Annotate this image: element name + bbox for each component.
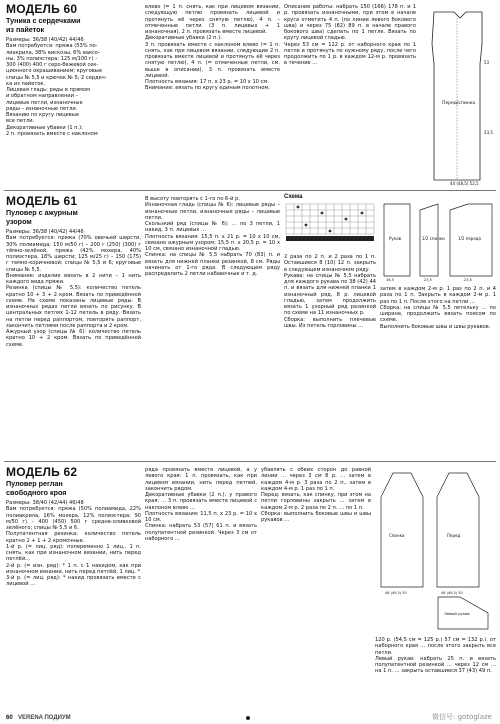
svg-text:44 (48,5) 52,5: 44 (48,5) 52,5 [450, 181, 479, 186]
page-number: 60 [6, 715, 13, 721]
section-divider [4, 461, 496, 462]
text-column-3: Описание работы: набрать 150 (166) 178 п. и 1 р. провязать изнаночными, при этом в начале круга отметить 4 п. (по линии левого бокового шва) и через 75 (82) 89 п. в начале правого бокового шва) сделать по 1 петле. Вязать по кругу лицевой гладью. Через 53 см = 122 р. от наборного края по 1 петле и протянуть по нужному ряду, после чего продолжить по 1 р. в каждом 12-м р. провязать в течение … [284, 4, 416, 67]
model-61-section [0, 192, 500, 460]
diagram-label: Рукав [389, 236, 402, 241]
model-title: Туника с сердечками из пайеток [6, 16, 81, 34]
text-column-1: Размеры: 36/38 (40/42) 44/46 Вам потребуется: пряжа (53% по- лиакрила, 38% вискозы, 6% ваксо- ны, 3% полиэстера; 125 м/100 г) - 300 (400) 400 г серо-бежевой сек- ционного окрашиванием; круговые спицы № 5,5 и крючок № 5; 2 сердеч- ка из пайеток. Лицевая гладь: ряды в прямом и обратном направлении – лицевые петли, изнаночные ряды – изнаночные петли. Вязанию по кругу лицевые все петли. Декоративные убавки (1 п.): 2 п. провязать вместе с наклоном [6, 37, 107, 137]
text-column-4: затем в каждом 2-м р. 1 раз по 2 п. и 4 раза по 1 п. Закрыть в каждом 2-м р. 1 раз по 1 п. После этого на петли … Сборка: на спицы № 5,5 петельку … по ширине, продолжить вязать поясом по схеме. Выполнить боковые швы и швы рукавов. [380, 286, 496, 330]
stitch-chart [284, 202, 376, 244]
diagram-label: 1/2 спинки [422, 236, 445, 241]
model-60-pattern-diagram [420, 4, 496, 186]
text-column-2: влево (= 1 п. снять, как при лицевом вязании, следующую петлю провязать лицевой и протянуть её через снятую петлю), 4 п. – отмеченные петли (3 п. лицевых + 1 изнаночная), 2 п. провязать вместе лицевой. Декоративные убавки (2 п.): 3 п. провязать вместе с наклоном влево (= 1 п. снять, как при лицевом вязании, следующие 2 п. провязать вместе лицевой и протянуть её через снятую петлю), 4 п. (= отмеченные петли, см. выше в описании), 3 п. провязать вместе лицевой. Плотность вязания: 17 п. x 23 р. = 10 x 10 см. Внимание: вязать по кругу единым полотном. [145, 4, 280, 92]
text-column-3: убавлять с обеих сторон до равной линии … через 3 см 8 р. … затем в каждом 4-м р. 3 раза по 2 п., затем в каждом 4-м р. 1 раз по 1 п. Перед: вязать, как спинку, при этом на петли горловины закрыть … затем в каждом 2-м р. 2 раза по 2 п. … по 1 п. Сборка: выполнить боковые швы и швы рукавов … [261, 467, 371, 523]
text-column-3: 2 раза по 2 п. и 2 раза по 1 п. Оставшиеся 8 (10) 12 п. закрыть в следующем изнаночном ряду. Рукава: на спицы № 5,5 набрать для каждого рукава по 38 (42) 44 п. и вязать для нижней планки 1 изнаночный ряд, 8 р. лицевой гладью, затем продолжить вязать 1 узорный ряд резинкой по схеме на 11 изнаночных р. Сборка: выполнить плечевые швы. Из петель горловины … [284, 254, 376, 329]
diagram-label: Перед [447, 533, 461, 538]
model-title: Пуловер реглан свободного кроя [6, 479, 67, 497]
svg-text:23,5: 23,5 [424, 278, 432, 282]
text-column-2: ряда провязать вместе лицевой, а у левого края: 1 п. провязать, как при лицевом вязании, нить перед петлей, закончить рядом. Декоративные убавки (2 п.): у правого края: … 3 п. провязать вместе лицевой с наклоном влево … Плотность вязания: 11,5 п. x 23 р. = 10 x 10 см. Спинка: набрать 53 (57) 61 п. и вязать полупатентной резинкой. Через 3 см от наборного … [145, 467, 257, 542]
diagram-label: Перед/спинка [442, 101, 476, 106]
model-header: МОДЕЛЬ 62 [6, 465, 78, 479]
diagram-label: Спинка [389, 533, 405, 538]
schema-title: Схема [284, 194, 303, 200]
model-header: МОДЕЛЬ 60 [6, 2, 78, 16]
model-61-pattern-diagram [380, 200, 496, 282]
text-column-1: Размеры: 36/38 (40/42) 44/46 Вам потребуется: пряжа (70% овечьей шерсти, 30% полиамида; 150 м/50 г) – 200 г (250) (300) г тёмно-зелёной, пряжа (42% мохера, 40% полиэстера, 18% шерсти; 125 м/25 г) – 150 (175) г темно-коричневой; спицы № 5,5 и 6; круговые спицы № 5,5. Внимание: изделие вязать в 2 нити – 1 нить каждого вида пряжи. Резинка (спицы № 5,5): количество петель кратно 10 + 3 + 2 кром. Вязать по приведённой схеме. На схеме показаны лицевые ряды. В изнаночных рядах петли вязать по рисунку. В центральных петлях 1-12 петель в ряду. Вязать на петли перед раппортом, повторять раппорт, закончить петлями после раппорта и 2 кром. Ажурный узор (спицы № 6): количество петель кратно 10 + 2 кром. Вязать по приведённой схеме. [6, 229, 141, 348]
svg-text:53: 53 [484, 60, 490, 65]
page-dot [246, 716, 250, 720]
svg-text:23,5: 23,5 [464, 278, 472, 282]
model-60-section [0, 0, 500, 190]
svg-text:46 (49,5) 53: 46 (49,5) 53 [385, 591, 407, 595]
model-header: МОДЕЛЬ 61 [6, 194, 78, 208]
model-62-pattern-diagram [375, 467, 496, 597]
watermark: 微信号: gotoglaze [432, 713, 492, 721]
svg-text:23,5: 23,5 [484, 130, 493, 135]
diagram-label: 1/2 переда [458, 236, 482, 241]
svg-text:16,5: 16,5 [386, 278, 394, 282]
page-footer [0, 710, 500, 724]
text-column-4: 120 р. (54,5 см = 125 р.) 57 см = 132 р.). от наборного края … после этого закрыть все петли. Левый рукав: набрать 25 п. и вязать полупатентной резинкой … через 12 см … на 1 п. … закрыть оставшиеся 37 (43) 49 п. [375, 637, 496, 675]
model-62-sleeve-diagram [430, 593, 496, 633]
svg-text:46 (49,5) 53: 46 (49,5) 53 [441, 591, 463, 595]
model-62-section [0, 463, 500, 708]
text-column-1: Размеры: 38/40 (42/44) 46/48 Вам потребуется: пряжа (50% полиамида, 22% полиакрила, 16% мохера, 12% полиэстера; 90 м/50 г) – 400 (450) 500 г средне-оливковой зелёного; спицы № 5,5 и 6. Полупатентная резинка: количество петель кратно 2 + 1 + 2 кромочные. 1-й р. (= лиц. ряд): попеременно 1 лиц., 1 п. снять, как при изнаночном вязании, нить перед петлёй… 2-й р. (= изн. ряд): * 1 п. с 1 накидом, как при изнаночном вязании, нить перед петлёй, 1 лиц. * 3-й р. (= лиц. ряд): * накид провязать вместе с лицевой … [6, 500, 141, 588]
text-column-2: В высоту повторять с 1-го по 6-й р. Изнаночная гладь (спицы № 6): лицевые ряды – изнаночные петли, изнаночные ряды – лицевые петли. Скользкий ряд (спицы № 6): … по 3 петли, 1 накид, 3 п. лицевых … Плотность вязания: 15,5 п. x 21 р. = 10 x 10 см, связано ажурным узором; 15,5 п. x 20,5 р. = 10 x 10 см, связано изнаночной гладью. Спинка: на спицы № 5,5 набрать 70 (83) п. и вязать для нижней планки резинкой, 8 см. Ряды начинать от 1-го ряда. В следующем ряду распределить 2 петли набавочные и т. д. [145, 196, 280, 277]
section-divider [4, 190, 496, 191]
magazine-name: VERENA ПОДИУМ [18, 715, 71, 721]
diagram-label: Левый рукав [444, 611, 470, 616]
model-title: Пуловер с ажурным узором [6, 208, 78, 226]
